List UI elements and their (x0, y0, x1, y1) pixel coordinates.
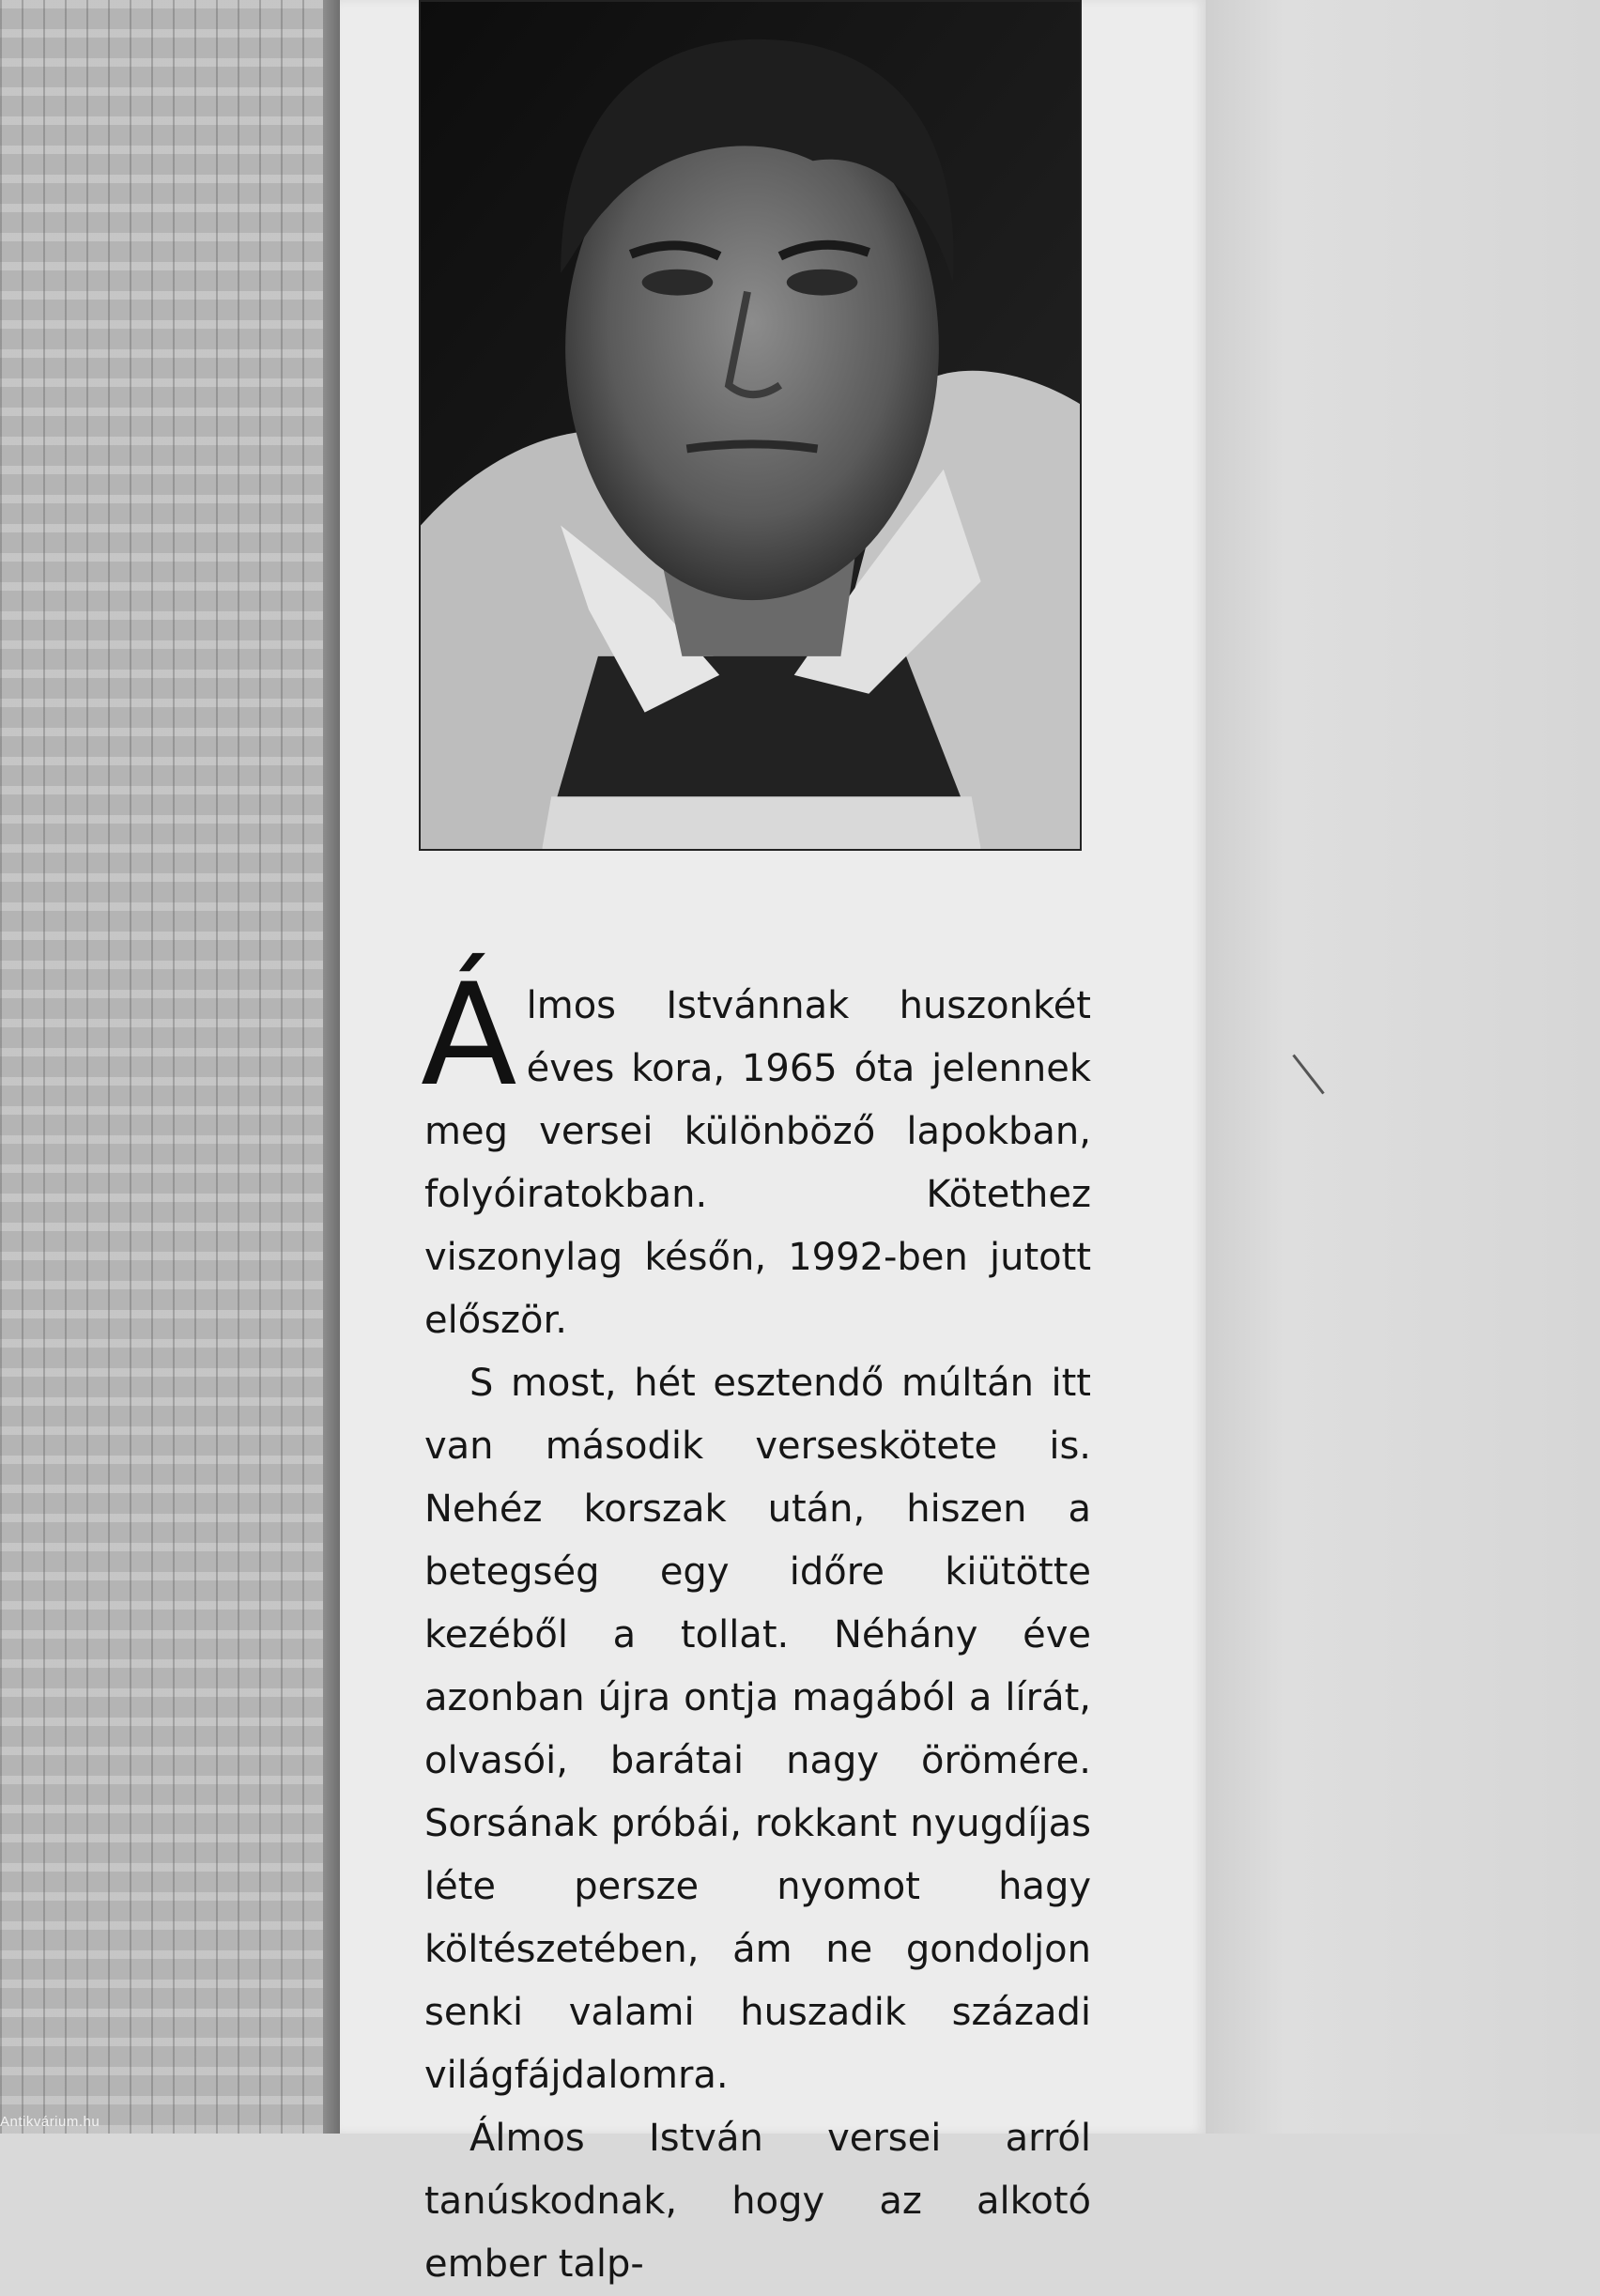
right-page (1206, 0, 1600, 2134)
textured-board (0, 0, 323, 2134)
portrait-illustration (421, 2, 1080, 849)
dropcap: Á (421, 954, 517, 1117)
paragraph-1-text: lmos Istvánnak huszonkét éves kora, 1965 óta jelennek meg versei különböző lapokban, folyóiratokban. Kötethez viszonylag későn, 1992-ben jutott először. (424, 984, 1091, 1342)
paragraph-3: Álmos István versei arról tanúskodnak, hogy az alkotó ember talp- (424, 2117, 1091, 2286)
blurb-text (421, 954, 1091, 2296)
author-portrait (419, 0, 1082, 851)
paragraph-2: S most, hét esztendő múltán itt van második verseskötete is. Nehéz korszak után, hiszen a betegség egy időre kiütötte kezéből a tollat. Néhány éve azonban újra ontja magából a lírát, olvasói, barátai nagy örömére. Sorsának próbái, rokkant nyugdíjas léte persze nyomot hagy költészetében, ám ne gondoljon senki valami huszadik századi világfájdalomra. (424, 1362, 1091, 2097)
board-edge (323, 0, 340, 2134)
watermark-logo: Antikvárium.hu (0, 2114, 100, 2130)
paragraph-1 (421, 954, 1091, 1352)
